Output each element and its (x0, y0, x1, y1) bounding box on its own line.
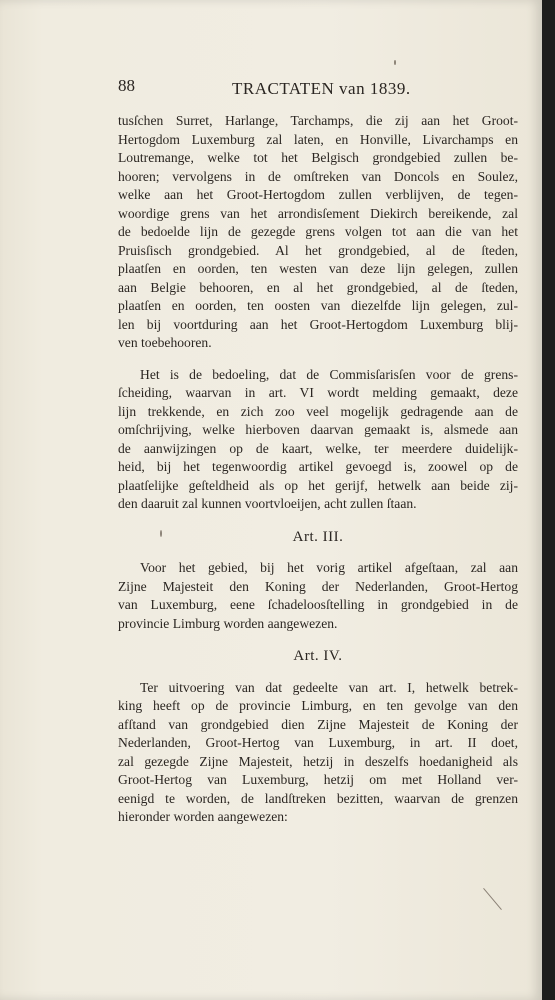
text-line: woordige grens van het arrondisſement Diekirch bereikende, zal (118, 205, 518, 221)
paper-speck (394, 60, 396, 65)
page-body (118, 112, 518, 827)
page-number: 88 (118, 76, 135, 95)
text-line: van Luxemburg, eene ſchadeloosſtelling in grondgebied in de (118, 597, 518, 612)
article-4-heading: Art. IV. (293, 648, 343, 664)
text-line: len bij voortduring aan het Groot-Hertogdom Luxemburg blij- (118, 316, 518, 332)
text-line: provincie Limburg worden aangewezen. (118, 615, 338, 631)
text-line: ven toebehooren. (118, 335, 212, 350)
running-title: TRACTATEN van 1839. (232, 79, 411, 98)
text-line: king heeft op de provincie Limburg, en ten gevolge van den (118, 698, 518, 713)
article-3-heading: Art. III. (292, 528, 344, 545)
paper-speck (483, 888, 502, 910)
text-line: zal gezegde Zijne Majesteit, hetzij in deszelfs hoedanigheid als (118, 753, 518, 769)
paper-speck (160, 530, 162, 537)
article-3-text (118, 559, 518, 633)
text-line: plaatſelijke geſteldheid als op het gerijf, hetwelk aan beide zij- (118, 477, 518, 493)
text-line: welke aan het Groot-Hertogdom zullen verblijven, de tegen- (118, 187, 518, 202)
text-line: eenigd te worden, de landſtreken bezitten, waarvan de grenzen (118, 790, 518, 806)
article-4-text (118, 679, 518, 827)
text-line: hooren; vervolgens in de omſtreken van Doncols en Soulez, (118, 168, 518, 184)
text-line: lijn trekkende, en zich zoo veel mogelijk gedragende aan de (118, 403, 518, 419)
text-line: Het is de bedoeling, dat de Commisſarisſen voor de grens- (140, 366, 518, 382)
text-line: Zijne Majesteit den Koning der Nederlanden, Groot-Hertog (118, 578, 518, 594)
page-header (118, 76, 428, 106)
text-line: plaatſen en oorden, ten oosten van diezelfde lijn gelegen, zul- (118, 298, 518, 313)
text-line: omſchrijving, welke hierboven daarvan gemaakt is, alsmede aan (118, 422, 518, 437)
text-line: Groot-Hertog van Luxemburg, hetzij om met Holland ver- (118, 772, 518, 787)
text-line: aan Belgie behooren, en al het grondgebied, al de ſteden, (118, 279, 518, 295)
text-line: Loutremange, welke tot het Belgisch grondgebied zullen be- (118, 150, 518, 165)
text-line: plaatſen en oorden, ten westen van deze lijn gelegen, zullen (118, 261, 518, 276)
text-line: Nederlanden, Groot-Hertog van Luxemburg, in art. II doet, (118, 735, 518, 750)
text-line: Hertogdom Luxemburg zal laten, en Honville, Livarchamps en (118, 131, 518, 147)
page-edge (542, 0, 555, 1000)
text-line: afſtand van grondgebied dien Zijne Majesteit de Koning der (118, 716, 518, 732)
text-line: Ter uitvoering van dat gedeelte van art. I, hetwelk betrek- (140, 679, 518, 695)
text-line: de aanwijzingen op de kaart, welke, ter meerdere duidelijk- (118, 440, 518, 456)
paragraph-boundary-commission (118, 366, 518, 514)
text-line: de bedoelde lijn de gezegde grens volgen tot aan die van het (118, 224, 518, 239)
text-line: Voor het gebied, bij het vorig artikel afgeſtaan, zal aan (140, 560, 518, 575)
paragraph-continuation (118, 112, 518, 353)
text-line: hieronder worden aangewezen: (118, 809, 288, 824)
text-line: ſcheiding, waarvan in art. VI wordt melding gemaakt, deze (118, 385, 518, 400)
text-line: den daaruit zal kunnen voortvloeijen, acht zullen ſtaan. (118, 496, 417, 511)
text-line: tusſchen Surret, Harlange, Tarchamps, die zij aan het Groot- (118, 113, 518, 128)
text-line: Pruisſisch grondgebied. Al het grondgebied, al de ſteden, (118, 242, 518, 258)
text-line: heid, bij het tegenwoordig artikel gevoegd is, zoowel op de (118, 459, 518, 474)
